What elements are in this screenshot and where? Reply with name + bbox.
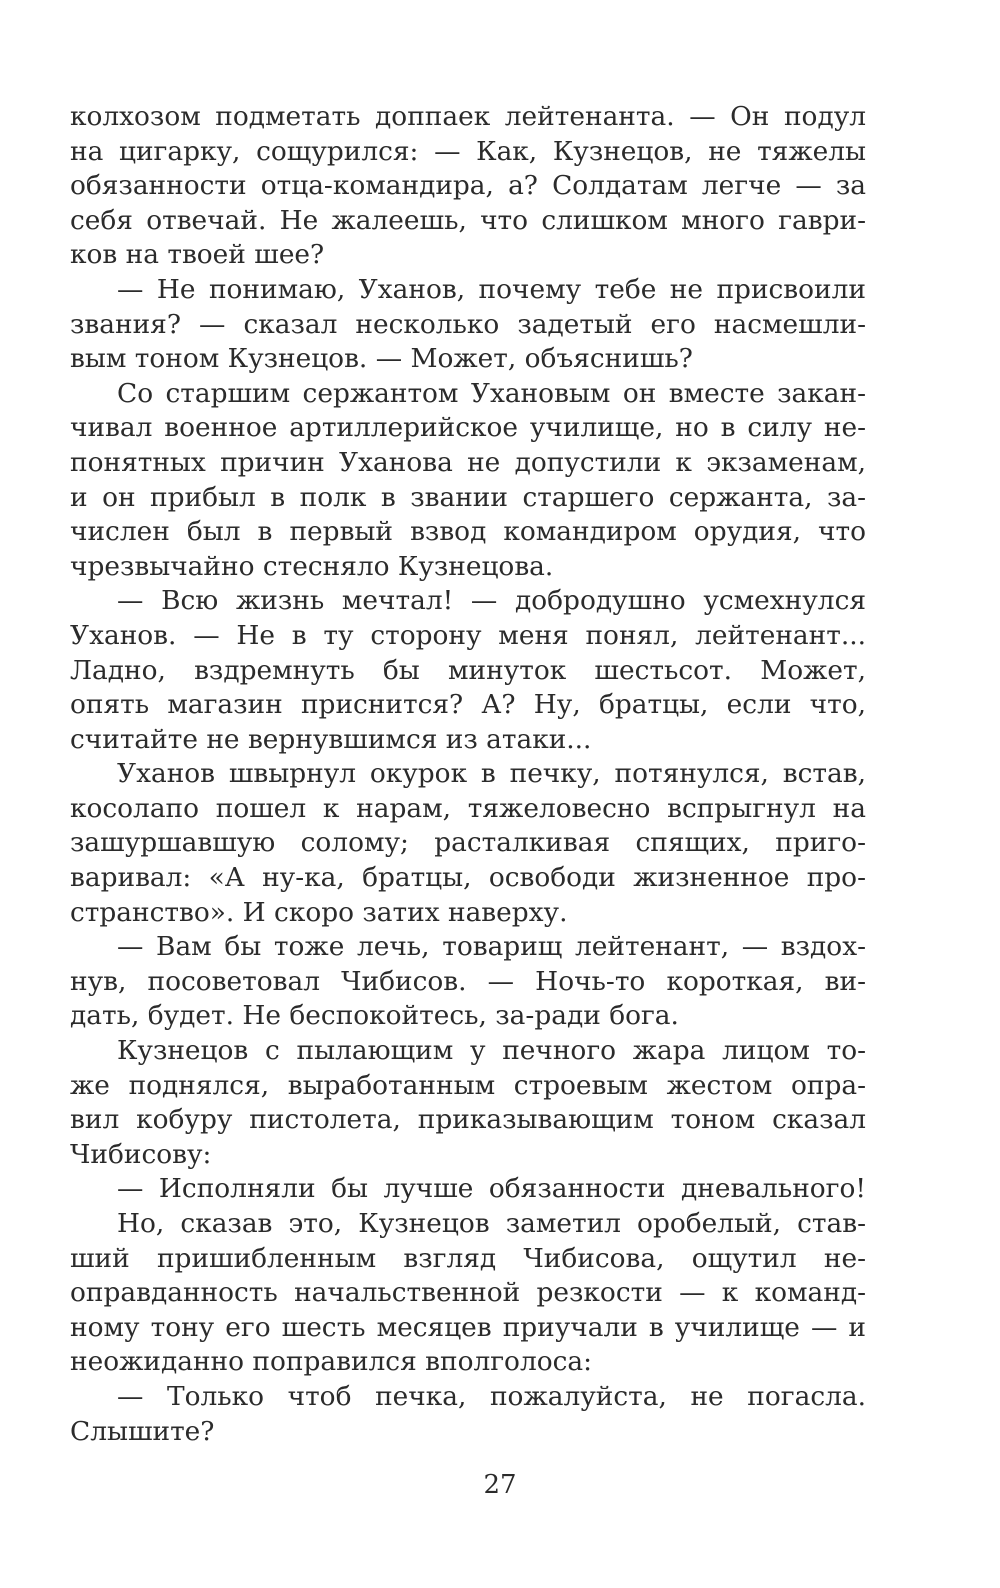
text-line: звания? — сказал несколько задетый его насмешли- (70, 308, 866, 340)
text-line: вил кобуру пистолета, приказывающим тоном сказал (70, 1104, 866, 1136)
text-line: же поднялся, выработанным строевым жестом опра- (70, 1069, 866, 1101)
text-line: косолапо пошел к нарам, тяжеловесно вспрыгнул на (70, 792, 866, 824)
text-line: себя отвечай. Не жалеешь, что слишком много гаври- (70, 204, 866, 236)
text-line: неожиданно поправился вполголоса: (70, 1346, 593, 1378)
text-line: Но, сказав это, Кузнецов заметил оробелый, став- (117, 1208, 866, 1239)
text-line: Кузнецов с пылающим у печного жара лицом то- (117, 1035, 866, 1067)
text-line: опять магазин приснится? А? Ну, братцы, если что, (70, 689, 866, 721)
text-line: понятных причин Уханова не допустили к экзаменам, (70, 446, 866, 478)
text-line: считайте не вернувшимся из атаки... (70, 723, 592, 755)
text-line: на цигарку, сощурился: — Как, Кузнецов, не тяжелы (70, 135, 866, 167)
text-line: Уханов швырнул окурок в печку, потянулся, встав, (117, 758, 866, 790)
text-line: Со старшим сержантом Ухановым он вместе закан- (117, 377, 866, 409)
page-text (70, 100, 866, 1449)
text-line: — Не понимаю, Уханов, почему тебе не присвоили (117, 273, 866, 305)
text-line: странство». И скоро затих наверху. (70, 896, 568, 928)
text-line: ший пришибленным взгляд Чибисова, ощутил не- (70, 1242, 866, 1274)
text-line: оправданность начальственной резкости — к команд- (70, 1277, 866, 1309)
text-line: ков на твоей шее? (70, 239, 325, 271)
text-line: чивал военное артиллерийское училище, но в силу не- (70, 412, 866, 444)
text-line: нув, посоветовал Чибисов. — Ночь-то короткая, ви- (70, 965, 866, 997)
text-line: дать, будет. Не беспокойтесь, за-ради бога. (70, 1000, 679, 1032)
text-line: Уханов. — Не в ту сторону меня понял, лейтенант... (70, 619, 866, 651)
text-line: обязанности отца-командира, а? Солдатам легче — за (70, 170, 866, 202)
text-line: зашуршавшую солому; расталкивая спящих, приго- (70, 827, 866, 859)
page-number: 27 (483, 1470, 517, 1500)
text-line: чрезвычайно стесняло Кузнецова. (70, 550, 554, 582)
text-line: — Исполняли бы лучше обязанности дневального! (117, 1173, 866, 1205)
text-line: и он прибыл в полк в звании старшего сержанта, за- (70, 481, 866, 513)
text-line: Слышите? (70, 1415, 215, 1447)
text-line: ному тону его шесть месяцев приучали в училище — и (70, 1311, 866, 1343)
text-line: вым тоном Кузнецов. — Может, объяснишь? (70, 343, 693, 375)
text-line: колхозом подметать доппаек лейтенанта. — Он подул (70, 101, 866, 132)
text-line: варивал: «А ну-ка, братцы, освободи жизненное про- (70, 862, 866, 894)
text-line: — Всю жизнь мечтал! — добродушно усмехнулся (117, 585, 866, 617)
text-line: — Вам бы тоже лечь, товарищ лейтенант, — вздох- (117, 931, 866, 963)
text-line: — Только чтоб печка, пожалуйста, не погасла. (117, 1380, 866, 1412)
text-line: Ладно, вздремнуть бы минуток шестьсот. Может, (70, 654, 866, 686)
text-line: числен был в первый взвод командиром орудия, что (70, 516, 866, 548)
text-line: Чибисову: (70, 1138, 212, 1170)
